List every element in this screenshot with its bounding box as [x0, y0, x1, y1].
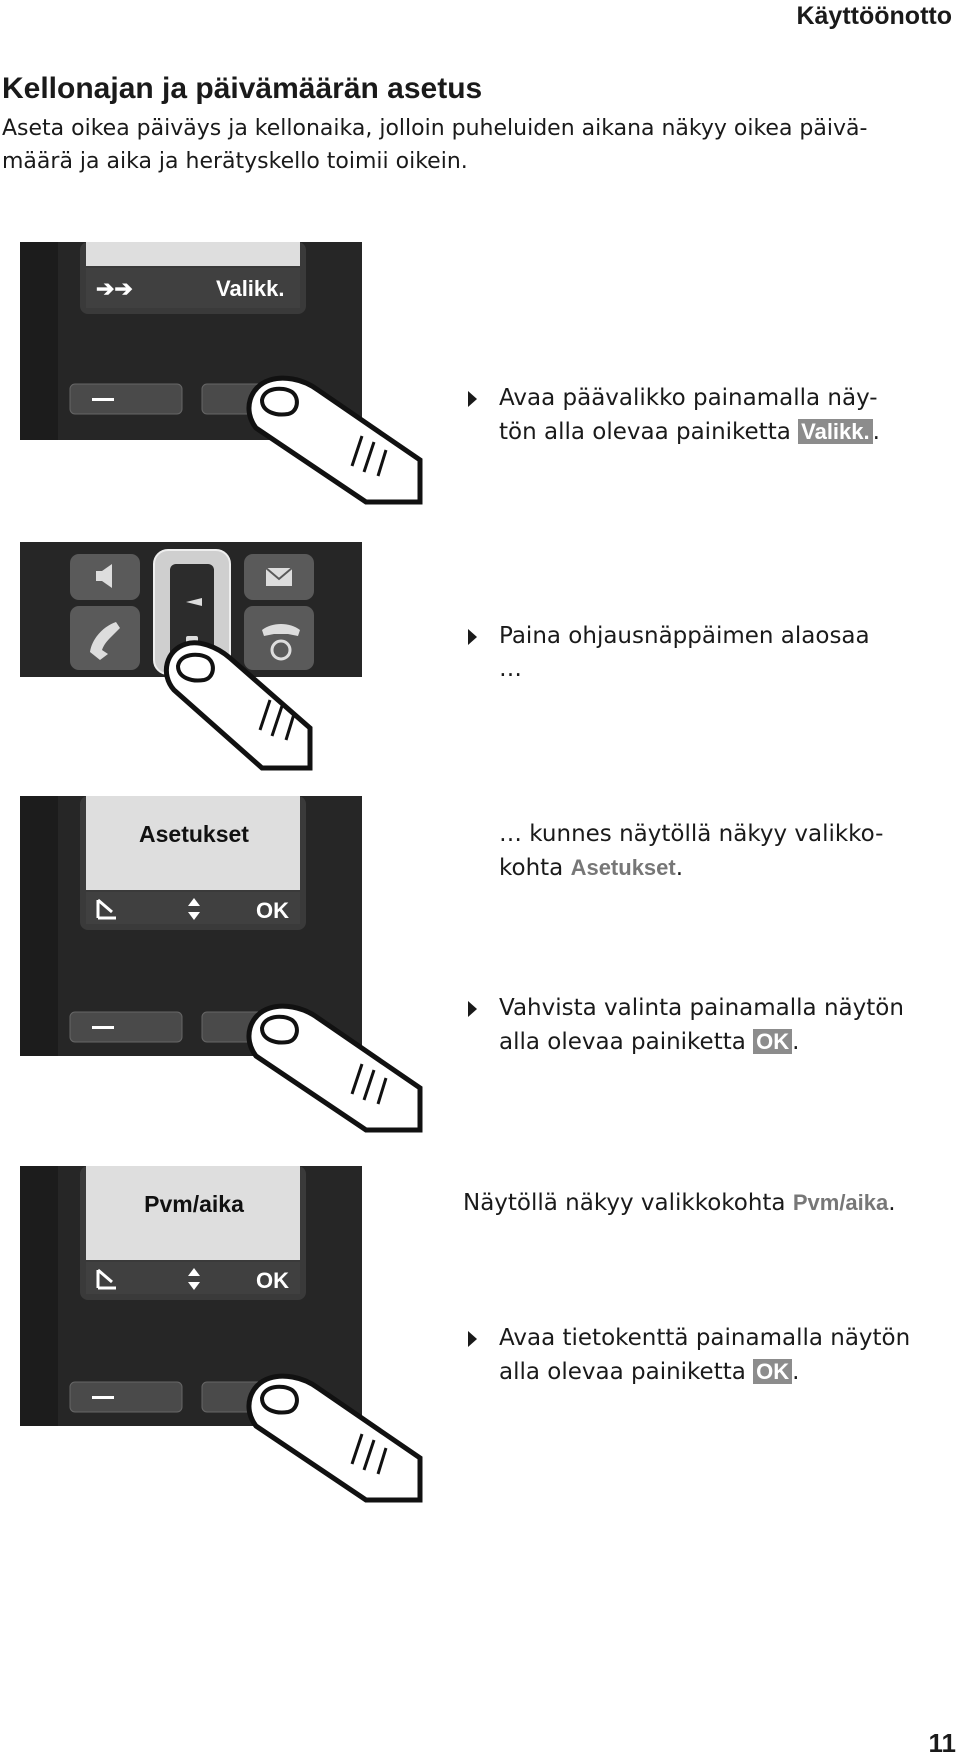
page-number: 11	[928, 1728, 956, 1758]
step-press-nav-key	[499, 620, 870, 686]
softkey-ok-label: OK	[256, 898, 289, 923]
step-text: alla olevaa painiketta	[499, 1029, 754, 1055]
step-text: .	[872, 419, 880, 445]
key-ok: OK	[753, 1359, 792, 1384]
step-confirm-ok	[499, 992, 904, 1059]
step-date-time-shown	[463, 1186, 896, 1220]
step-text: .	[888, 1190, 896, 1216]
page-title: Kellonajan ja päivämäärän asetus	[2, 72, 483, 105]
step-text: Paina ohjausnäppäimen alaosaa	[499, 623, 870, 649]
phone-softkey-illustration	[0, 240, 430, 510]
envelope-icon	[266, 568, 292, 586]
section-header: Käyttöönotto	[796, 2, 952, 30]
step-text: .	[792, 1029, 800, 1055]
step-text: Vahvista valinta painamalla näytön	[499, 995, 904, 1021]
screen-menu-item: Pvm/aika	[144, 1191, 244, 1217]
key-ok: OK	[753, 1029, 792, 1054]
intro-line: määrä ja aika ja herätyskello toimii oikein.	[2, 149, 468, 174]
bullet-arrow-icon	[468, 1331, 477, 1347]
menu-item-asetukset: Asetukset	[570, 855, 676, 880]
step-text: Avaa päävalikko painamalla näy-	[499, 385, 878, 411]
step-text: … kunnes näytöllä näkyy valikko-	[499, 821, 884, 847]
navigation-key-illustration	[0, 542, 430, 772]
intro-paragraph	[2, 112, 952, 178]
bullet-arrow-icon	[468, 629, 477, 645]
key-valikk: Valikk.	[798, 419, 873, 444]
phone-display-asetukset-illustration	[0, 796, 430, 1166]
softkey-ok-label: OK	[256, 1268, 289, 1293]
step-until-settings	[499, 818, 883, 885]
step-text: Avaa tietokenttä painamalla näytön	[499, 1325, 911, 1351]
screen-menu-item: Asetukset	[139, 821, 249, 847]
softkey-left-label: ➔➔	[96, 276, 133, 301]
bullet-arrow-icon	[468, 1001, 477, 1017]
step-text: alla olevaa painiketta	[499, 1359, 754, 1385]
bullet-arrow-icon	[468, 391, 477, 407]
intro-line: Aseta oikea päiväys ja kellonaika, jolloin puheluiden aikana näkyy oikea päivä-	[2, 116, 868, 141]
menu-item-pvm-aika: Pvm/aika	[792, 1190, 889, 1215]
step-text: …	[499, 656, 522, 682]
step-text: .	[675, 855, 684, 881]
step-text: tön alla olevaa painiketta	[499, 419, 799, 445]
phone-display-pvm-aika-illustration	[0, 1166, 430, 1536]
step-text: kohta	[499, 855, 571, 881]
step-text: .	[792, 1359, 800, 1385]
softkey-right-label: Valikk.	[216, 276, 285, 301]
step-open-field	[499, 1322, 910, 1389]
step-text: Näytöllä näkyy valikkokohta	[463, 1190, 793, 1216]
step-open-main-menu	[499, 382, 880, 449]
